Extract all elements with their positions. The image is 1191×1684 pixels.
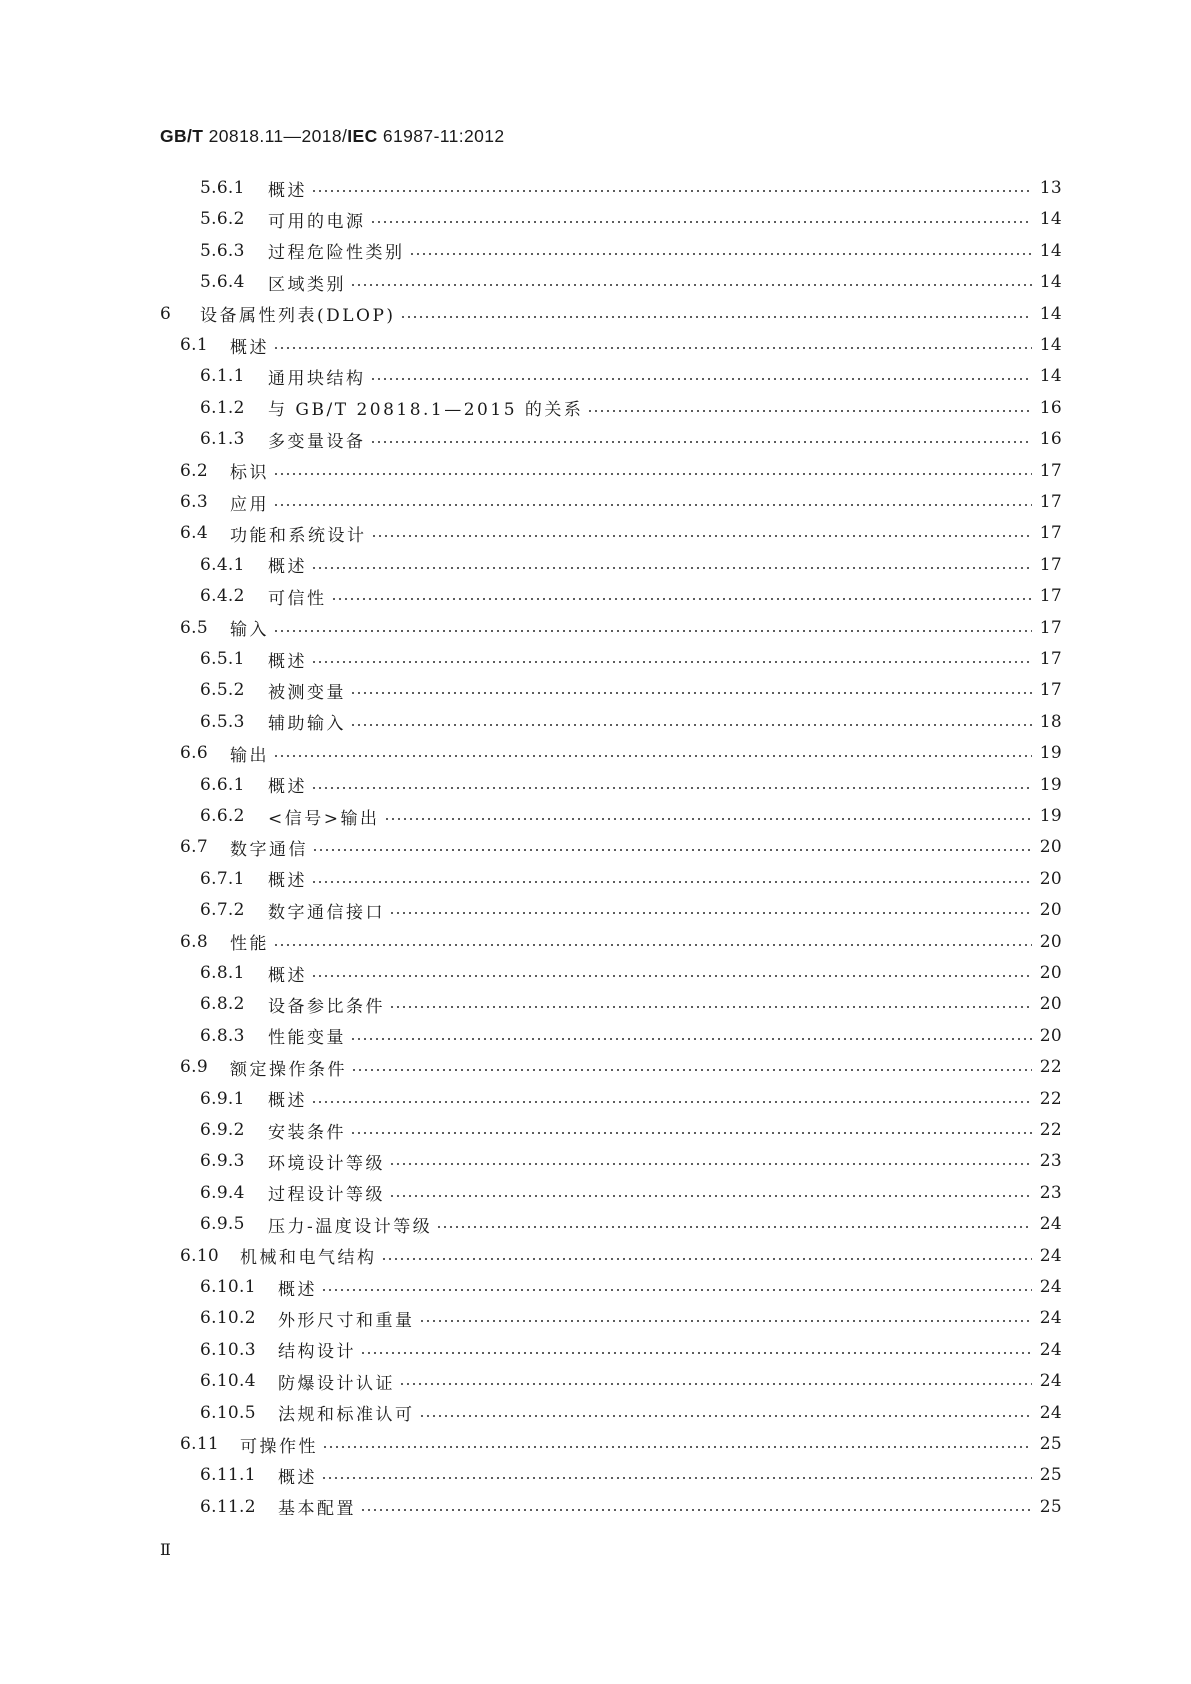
toc-leader-dots xyxy=(350,1118,1032,1142)
toc-page-number: 20 xyxy=(1039,868,1062,889)
toc-page-number: 16 xyxy=(1039,397,1062,418)
toc-entry[interactable] xyxy=(200,1181,1062,1205)
toc-leader-dots xyxy=(381,1244,1033,1268)
toc-entry[interactable] xyxy=(200,1149,1062,1173)
toc-section-number: 6 xyxy=(160,303,172,324)
header-iec: IEC xyxy=(347,126,378,146)
toc-title: 性能 xyxy=(230,934,269,955)
toc-page-number: 20 xyxy=(1039,1025,1062,1046)
toc-entry[interactable] xyxy=(200,1463,1062,1487)
toc-leader-dots xyxy=(273,490,1032,514)
toc-section-number: 6.7 xyxy=(180,837,208,858)
toc-page-number: 20 xyxy=(1039,994,1062,1015)
toc-page-number: 13 xyxy=(1039,178,1062,198)
toc-entry[interactable] xyxy=(180,930,1062,954)
toc-title: 压力-温度设计等级 xyxy=(268,1216,433,1237)
toc-page-number: 19 xyxy=(1039,774,1062,795)
toc-leader-dots xyxy=(321,1463,1032,1487)
toc-entry[interactable] xyxy=(200,1338,1062,1362)
toc-section-number: 6.10.1 xyxy=(200,1277,256,1297)
toc-page-number: 14 xyxy=(1039,240,1062,261)
toc-leader-dots xyxy=(587,396,1032,420)
toc-section-number: 6.1.1 xyxy=(200,366,245,387)
toc-leader-dots xyxy=(436,1212,1032,1236)
toc-title: 概述 xyxy=(268,871,307,892)
toc-entry[interactable] xyxy=(200,678,1062,702)
toc-title: 机械和电气结构 xyxy=(240,1248,377,1269)
toc-leader-dots xyxy=(273,930,1032,954)
toc-section-number: 6.1.2 xyxy=(200,397,245,418)
toc-title: 外形尺寸和重量 xyxy=(278,1310,415,1331)
toc-page-number: 14 xyxy=(1039,272,1062,293)
toc-page-number: 17 xyxy=(1039,460,1062,481)
header-std-number: 20818.11—2018/ xyxy=(203,126,348,146)
toc-section-number: 6.11.2 xyxy=(200,1496,256,1517)
toc-entry[interactable] xyxy=(200,710,1062,734)
toc-entry[interactable] xyxy=(200,1275,1062,1299)
toc-leader-dots xyxy=(409,239,1033,263)
toc-entry[interactable] xyxy=(200,1495,1062,1519)
toc-section-number: 6.1 xyxy=(180,335,208,355)
toc-title: 可操作性 xyxy=(240,1436,318,1457)
toc-section-number: 6.6 xyxy=(180,743,208,764)
toc-page-number: 24 xyxy=(1039,1277,1062,1297)
toc-page-number: 22 xyxy=(1039,1120,1062,1140)
toc-leader-dots xyxy=(419,1401,1033,1425)
toc-page-number: 23 xyxy=(1039,1151,1062,1172)
toc-section-number: 6.10.3 xyxy=(200,1339,256,1360)
toc-entry[interactable] xyxy=(200,364,1062,388)
toc-page-number: 17 xyxy=(1039,649,1062,669)
toc-entry[interactable] xyxy=(200,773,1062,797)
toc-leader-dots xyxy=(360,1338,1032,1362)
toc-title: 设备参比条件 xyxy=(268,996,385,1017)
toc-entry[interactable] xyxy=(200,804,1062,828)
toc-section-number: 6.9.5 xyxy=(200,1214,245,1235)
toc-title: 概述 xyxy=(268,777,307,798)
header-iec-number: 61987-11:2012 xyxy=(377,126,505,146)
toc-section-number: 6.10.4 xyxy=(200,1371,256,1392)
toc-title: 安装条件 xyxy=(268,1122,346,1143)
toc-section-number: 6.9.2 xyxy=(200,1120,245,1140)
toc-entry[interactable] xyxy=(200,427,1062,451)
toc-entry[interactable] xyxy=(200,584,1062,608)
toc-section-number: 6.9.1 xyxy=(200,1088,245,1109)
toc-entry[interactable] xyxy=(180,459,1062,483)
toc-leader-dots xyxy=(321,1275,1032,1299)
toc-section-number: 6.11.1 xyxy=(200,1465,256,1486)
toc-entry[interactable] xyxy=(200,553,1062,577)
toc-entry[interactable] xyxy=(160,302,1062,326)
toc-section-number: 6.6.2 xyxy=(200,806,245,826)
toc-leader-dots xyxy=(273,741,1032,765)
toc-section-number: 6.9 xyxy=(180,1057,208,1078)
toc-entry[interactable] xyxy=(200,239,1062,263)
toc-title: 过程危险性类别 xyxy=(268,243,405,264)
toc-title: 概述 xyxy=(268,557,307,578)
toc-section-number: 6.4 xyxy=(180,523,208,544)
toc-entry[interactable] xyxy=(200,992,1062,1016)
toc-entry[interactable] xyxy=(200,396,1062,420)
toc-section-number: 6.5 xyxy=(180,617,208,638)
toc-page-number: 14 xyxy=(1039,209,1062,230)
toc-section-number: 6.5.3 xyxy=(200,711,245,732)
toc-page-number: 20 xyxy=(1039,900,1062,921)
toc-leader-dots xyxy=(312,835,1032,859)
toc-entry[interactable] xyxy=(180,1244,1062,1268)
toc-title: 输出 xyxy=(230,745,269,766)
toc-entry[interactable] xyxy=(180,1055,1062,1079)
toc-entry[interactable] xyxy=(200,867,1062,891)
toc-title: 基本配置 xyxy=(278,1499,356,1520)
toc-entry[interactable] xyxy=(200,647,1062,671)
toc-section-number: 6.8.3 xyxy=(200,1025,245,1046)
toc-leader-dots xyxy=(389,1149,1032,1173)
toc-entry[interactable] xyxy=(200,961,1062,985)
toc-title: 结构设计 xyxy=(278,1342,356,1363)
toc-page-number: 24 xyxy=(1039,1371,1062,1392)
toc-entry[interactable] xyxy=(200,270,1062,294)
toc-title: 概述 xyxy=(268,651,307,672)
toc-page-number: 17 xyxy=(1039,680,1062,701)
toc-section-number: 6.4.2 xyxy=(200,586,245,607)
toc-page-number: 20 xyxy=(1039,837,1062,858)
toc-entry[interactable] xyxy=(200,898,1062,922)
toc-title: 概述 xyxy=(278,1279,317,1300)
toc-leader-dots xyxy=(389,1181,1032,1205)
toc-leader-dots xyxy=(370,207,1033,231)
toc-section-number: 6.5.1 xyxy=(200,649,245,669)
toc-section-number: 6.6.1 xyxy=(200,774,245,795)
toc-section-number: 6.9.3 xyxy=(200,1151,245,1172)
toc-title: 被测变量 xyxy=(268,682,346,703)
toc-leader-dots xyxy=(371,521,1033,545)
toc-page-number: 14 xyxy=(1039,366,1062,387)
toc-section-number: 6.1.3 xyxy=(200,429,245,450)
toc-entry[interactable] xyxy=(200,1087,1062,1111)
toc-entry[interactable] xyxy=(180,616,1062,640)
toc-page-number: 22 xyxy=(1039,1057,1062,1078)
toc-page-number: 14 xyxy=(1039,303,1062,324)
toc-title: 数字通信接口 xyxy=(268,902,385,923)
toc-title: 概述 xyxy=(268,180,307,201)
toc-leader-dots xyxy=(311,176,1032,200)
toc-entry[interactable] xyxy=(200,207,1062,231)
toc-title: 概述 xyxy=(230,337,269,358)
toc-entry[interactable] xyxy=(200,1401,1062,1425)
toc-title: 概述 xyxy=(268,965,307,986)
toc-page-number: 19 xyxy=(1039,806,1062,826)
toc-section-number: 5.6.2 xyxy=(200,209,245,230)
toc-page-number: 25 xyxy=(1039,1465,1062,1486)
toc-leader-dots xyxy=(322,1432,1032,1456)
toc-leader-dots xyxy=(360,1495,1032,1519)
toc-leader-dots xyxy=(370,364,1033,388)
toc-page-number: 17 xyxy=(1039,554,1062,575)
toc-entry[interactable] xyxy=(200,1118,1062,1142)
toc-page-number: 25 xyxy=(1039,1434,1062,1454)
toc-page-number: 24 xyxy=(1039,1245,1062,1266)
toc-page-number: 20 xyxy=(1039,963,1062,983)
toc-entry[interactable] xyxy=(200,1024,1062,1048)
toc-title: 性能变量 xyxy=(268,1028,346,1049)
toc-leader-dots xyxy=(273,616,1032,640)
toc-section-number: 6.8.2 xyxy=(200,994,245,1015)
toc-page-number: 24 xyxy=(1039,1308,1062,1329)
page-number-footer: Ⅱ xyxy=(160,1540,171,1559)
toc-page-number: 18 xyxy=(1039,711,1062,732)
toc-page-number: 24 xyxy=(1039,1339,1062,1360)
toc-title: 环境设计等级 xyxy=(268,1153,385,1174)
toc-leader-dots xyxy=(400,302,1032,326)
toc-leader-dots xyxy=(273,333,1032,357)
toc-title: 概述 xyxy=(268,1091,307,1112)
toc-page-number: 24 xyxy=(1039,1402,1062,1423)
toc-leader-dots xyxy=(311,773,1032,797)
toc-page-number: 17 xyxy=(1039,523,1062,544)
toc-leader-dots xyxy=(311,647,1032,671)
toc-page-number: 20 xyxy=(1039,931,1062,952)
toc-page-number: 19 xyxy=(1039,743,1062,764)
toc-section-number: 6.4.1 xyxy=(200,554,245,575)
toc-leader-dots xyxy=(311,553,1032,577)
toc-section-number: 5.6.1 xyxy=(200,178,245,198)
toc-leader-dots xyxy=(350,270,1032,294)
toc-title: <信号>输出 xyxy=(268,808,380,829)
toc-title: 多变量设备 xyxy=(268,431,366,452)
toc-section-number: 6.10 xyxy=(180,1245,220,1266)
toc-section-number: 6.8.1 xyxy=(200,963,245,983)
toc-title: 输入 xyxy=(230,620,269,641)
toc-section-number: 5.6.3 xyxy=(200,240,245,261)
toc-title: 可用的电源 xyxy=(268,211,366,232)
toc-section-number: 6.10.2 xyxy=(200,1308,256,1329)
toc-leader-dots xyxy=(350,678,1032,702)
toc-entry[interactable] xyxy=(180,1432,1062,1456)
toc-title: 功能和系统设计 xyxy=(230,525,367,546)
toc-title: 法规和标准认可 xyxy=(278,1405,415,1426)
toc-leader-dots xyxy=(331,584,1033,608)
toc-title: 区域类别 xyxy=(268,274,346,295)
toc-leader-dots xyxy=(350,1024,1032,1048)
toc-title: 应用 xyxy=(230,494,269,515)
toc-section-number: 6.2 xyxy=(180,460,208,481)
toc-page-number: 17 xyxy=(1039,617,1062,638)
toc-page-number: 14 xyxy=(1039,335,1062,355)
toc-section-number: 6.5.2 xyxy=(200,680,245,701)
toc-page-number: 25 xyxy=(1039,1496,1062,1517)
toc-entry[interactable] xyxy=(180,521,1062,545)
toc-leader-dots xyxy=(273,459,1032,483)
toc-title: 辅助输入 xyxy=(268,714,346,735)
toc-section-number: 5.6.4 xyxy=(200,272,245,293)
toc-leader-dots xyxy=(384,804,1033,828)
toc-page-number: 23 xyxy=(1039,1182,1062,1203)
page-header xyxy=(160,126,505,147)
toc-leader-dots xyxy=(311,867,1032,891)
toc-page-number: 22 xyxy=(1039,1088,1062,1109)
toc-entry[interactable] xyxy=(200,1306,1062,1330)
toc-leader-dots xyxy=(389,992,1032,1016)
toc-section-number: 6.7.1 xyxy=(200,868,245,889)
toc-title: 数字通信 xyxy=(230,839,308,860)
toc-entry[interactable] xyxy=(200,1212,1062,1236)
toc-page-number: 17 xyxy=(1039,586,1062,607)
toc-leader-dots xyxy=(389,898,1032,922)
toc-title: 可信性 xyxy=(268,588,327,609)
toc-leader-dots xyxy=(419,1306,1033,1330)
toc-section-number: 6.8 xyxy=(180,931,208,952)
toc-title: 过程设计等级 xyxy=(268,1185,385,1206)
toc-leader-dots xyxy=(351,1055,1032,1079)
toc-entry[interactable] xyxy=(180,835,1062,859)
toc-entry[interactable] xyxy=(180,333,1062,357)
toc-leader-dots xyxy=(311,1087,1032,1111)
toc-entry[interactable] xyxy=(180,490,1062,514)
toc-entry[interactable] xyxy=(180,741,1062,765)
toc-leader-dots xyxy=(399,1369,1032,1393)
toc-section-number: 6.10.5 xyxy=(200,1402,256,1423)
toc-entry[interactable] xyxy=(200,176,1062,200)
toc-title: 标识 xyxy=(230,463,269,484)
toc-section-number: 6.9.4 xyxy=(200,1182,245,1203)
toc-title: 与 GB/T 20818.1—2015 的关系 xyxy=(268,400,584,421)
toc-leader-dots xyxy=(350,710,1032,734)
toc-section-number: 6.3 xyxy=(180,492,208,512)
toc-section-number: 6.7.2 xyxy=(200,900,245,921)
toc-title: 额定操作条件 xyxy=(230,1059,347,1080)
toc-title: 设备属性列表(DLOP) xyxy=(200,306,396,327)
toc-title: 概述 xyxy=(278,1467,317,1488)
toc-entry[interactable] xyxy=(200,1369,1062,1393)
toc-page-number: 16 xyxy=(1039,429,1062,450)
header-gbt: GB/T xyxy=(160,126,204,146)
toc-leader-dots xyxy=(311,961,1032,985)
toc-leader-dots xyxy=(370,427,1033,451)
toc-section-number: 6.11 xyxy=(180,1434,220,1454)
toc-title: 通用块结构 xyxy=(268,368,366,389)
toc-page-number: 17 xyxy=(1039,492,1062,512)
toc-title: 防爆设计认证 xyxy=(278,1373,395,1394)
toc-page-number: 24 xyxy=(1039,1214,1062,1235)
